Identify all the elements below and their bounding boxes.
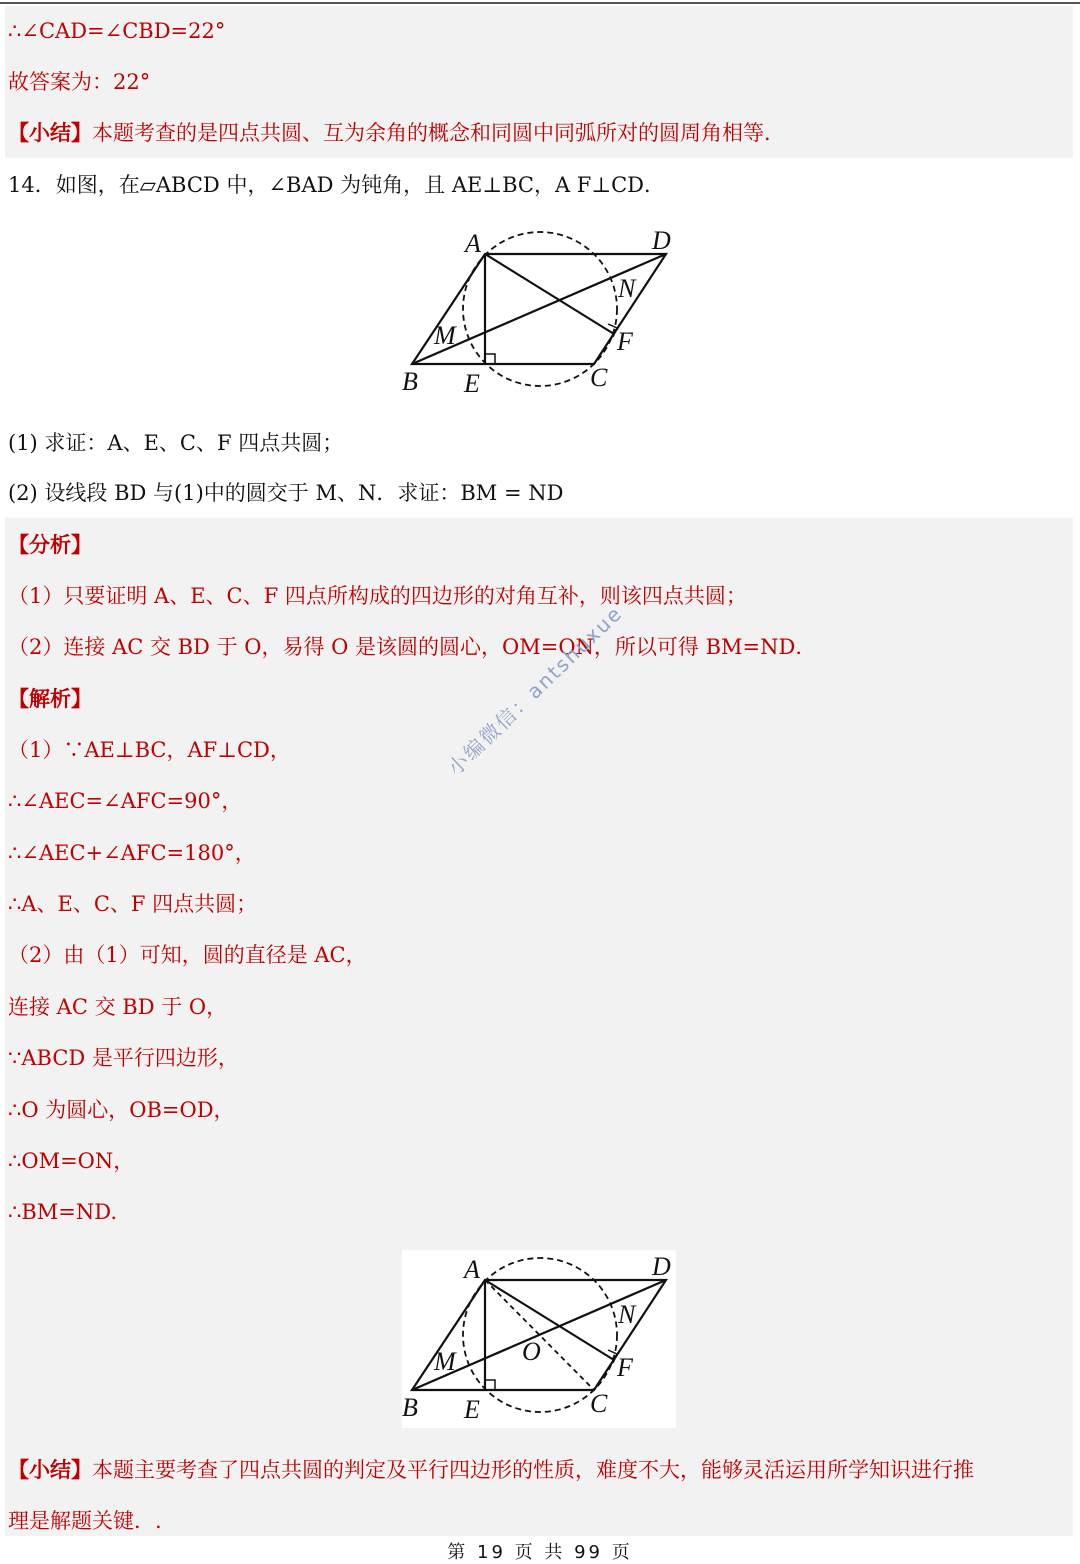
label-c: C <box>590 363 608 392</box>
label-n: N <box>618 1300 636 1329</box>
solution-line: ∴O 为圆心，OB=OD， <box>8 1098 235 1122</box>
solution-line: ∴∠AEC+∠AFC=180°， <box>8 841 256 865</box>
solution-line: ∵ABCD 是平行四边形， <box>8 1046 239 1070</box>
label-f: F <box>617 1353 633 1382</box>
label-m: M <box>434 321 456 350</box>
analysis-tag: 【分析】 <box>8 532 92 557</box>
summary-line1 <box>8 1455 974 1485</box>
label-d: D <box>652 226 671 255</box>
solution-line: ∴OM=ON， <box>8 1149 135 1173</box>
solution-line: ∴BM=ND. <box>8 1200 118 1224</box>
summary-line2: 理是解题关键．. <box>8 1509 162 1533</box>
right-angle-e <box>485 354 495 364</box>
solution-line: ∴A、E、C、F 四点共圆； <box>8 892 258 916</box>
question-stem: 14．如图，在▱ABCD 中，∠BAD 为钝角，且 AE⊥BC，A F⊥CD． <box>8 173 666 197</box>
prev-summary <box>8 118 785 148</box>
summary-text: 本题主要考查了四点共圆的判定及平行四边形的性质，难度不大，能够灵活运用所学知识进行推 <box>92 1458 974 1482</box>
watermark: 小编微信：antshuxue <box>442 600 628 781</box>
solution-line: （2）由（1）可知，圆的直径是 AC， <box>8 943 367 967</box>
prev-answer: 故答案为：22° <box>8 70 151 94</box>
solution-line: ∴∠AEC=∠AFC=90°， <box>8 789 243 813</box>
question-part1: (1) 求证：A、E、C、F 四点共圆； <box>8 431 344 455</box>
label-b: B <box>402 1393 418 1422</box>
label-n: N <box>618 274 636 303</box>
label-a: A <box>464 1255 480 1284</box>
top-rule <box>0 2 1080 4</box>
question-figure <box>400 222 690 402</box>
analysis-line2: （2）连接 AC 交 BD 于 O，易得 O 是该圆的圆心，OM=ON，所以可得 BM=ND． <box>8 635 817 659</box>
segment-af <box>485 254 614 334</box>
label-o: O <box>522 1337 541 1366</box>
summary-text: 本题考查的是四点共圆、互为余角的概念和同圆中同弧所对的圆周角相等． <box>92 121 785 145</box>
label-a: A <box>465 229 481 258</box>
right-angle-e <box>485 1380 495 1390</box>
summary-tag: 【小结】 <box>8 120 92 145</box>
solution-line: 连接 AC 交 BD 于 O， <box>8 995 228 1019</box>
label-e: E <box>464 1395 480 1424</box>
question-part2: (2) 设线段 BD 与(1)中的圆交于 M、N．求证：BM = ND <box>8 481 564 505</box>
segment-af <box>485 1280 614 1360</box>
label-c: C <box>590 1389 608 1418</box>
summary-tag: 【小结】 <box>8 1457 92 1482</box>
prev-conclusion: ∴∠CAD=∠CBD=22° <box>8 19 226 43</box>
page-footer: 第 19 页 共 99 页 <box>447 1542 633 1563</box>
label-m: M <box>434 1347 456 1376</box>
solution-figure <box>402 1250 676 1428</box>
analysis-line1: （1）只要证明 A、E、C、F 四点所构成的四边形的对角互补，则该四点共圆； <box>8 584 747 608</box>
solution-line: （1）∵AE⊥BC，AF⊥CD， <box>8 738 291 762</box>
label-d: D <box>652 1252 671 1281</box>
solution-tag: 【解析】 <box>8 686 92 711</box>
label-b: B <box>402 367 418 396</box>
label-e: E <box>464 369 480 398</box>
label-f: F <box>617 327 633 356</box>
